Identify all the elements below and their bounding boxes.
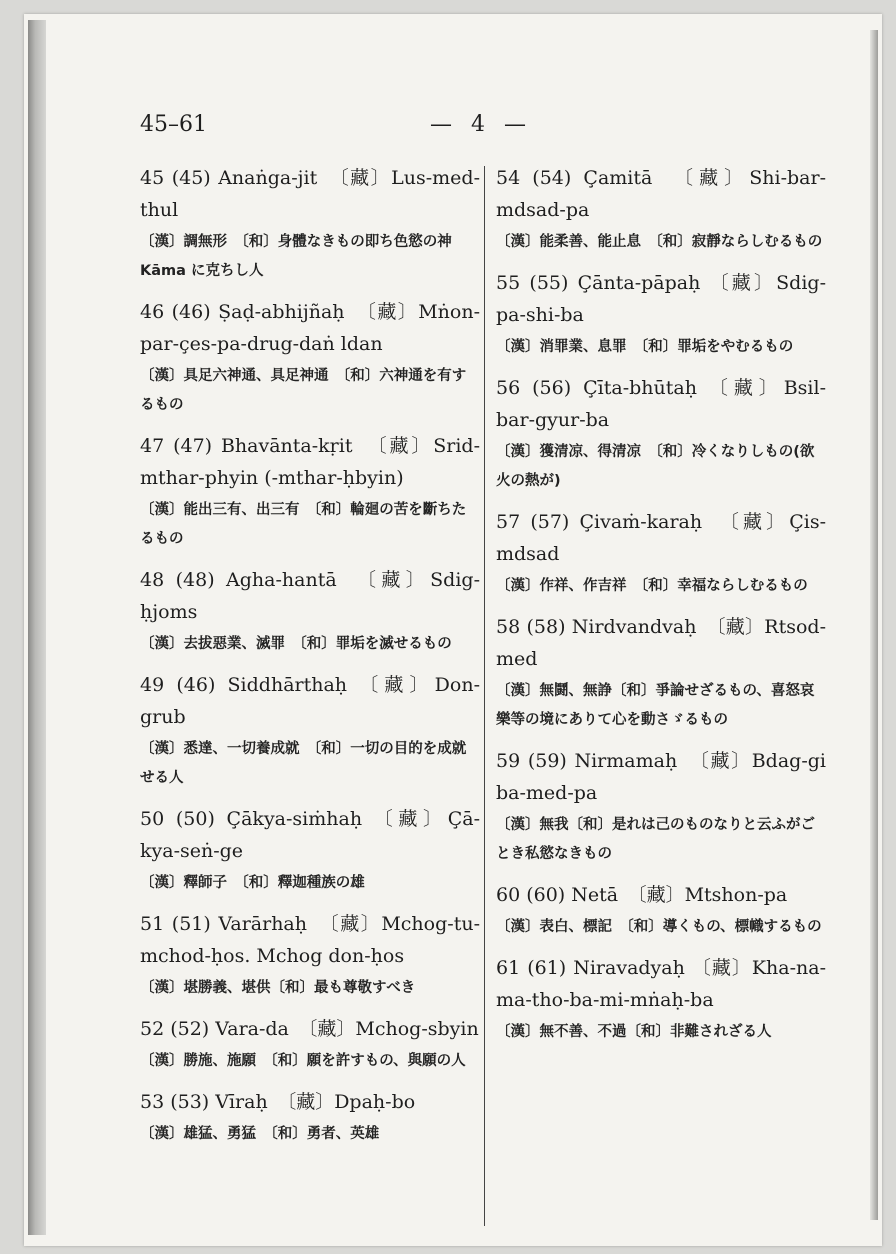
gloss: 〔漢〕調無形 〔和〕身體なきもの即ち色慾の神 Kāma に克ちし人 [140, 234, 452, 279]
gloss: 〔漢〕消罪業、息罪 〔和〕罪垢をやむるもの [496, 339, 794, 355]
entry-range: 45–61 [140, 112, 207, 137]
right-column [496, 162, 826, 1057]
entry-45 [140, 162, 480, 286]
headword: 61 (61) Niravadyaḥ 〔藏〕Kha-na-ma-tho-ba-mi-mṅaḥ-ba [496, 957, 826, 1011]
headword: 45 (45) Anaṅga-jit 〔藏〕Lus-med-thul [140, 167, 480, 221]
entry-48 [140, 564, 480, 659]
headword: 54 (54) Çamitā 〔藏〕Shi-bar-mdsad-pa [496, 167, 826, 221]
gloss: 〔漢〕獲清凉、得清凉 〔和〕冷くなりしもの(欲火の熱が) [496, 444, 815, 489]
headword: 47 (47) Bhavānta-kṛit 〔藏〕Srid-mthar-phyin (-mthar-ḥbyin) [140, 435, 480, 489]
gloss: 〔漢〕釋師子 〔和〕釋迦種族の雄 [140, 875, 365, 891]
entry-51 [140, 908, 480, 1003]
entry-55 [496, 267, 826, 362]
headword: 53 (53) Vīraḥ 〔藏〕Dpaḥ-bo [140, 1091, 416, 1113]
headword: 52 (52) Vara-da 〔藏〕Mchog-sbyin [140, 1018, 479, 1040]
gloss: 〔漢〕表白、標記 〔和〕導くもの、標幟するもの [496, 919, 822, 935]
entry-57 [496, 506, 826, 601]
headword: 57 (57) Çivaṁ-karaḥ 〔藏〕Çis-mdsad [496, 511, 826, 565]
gloss: 〔漢〕無不善、不過〔和〕非難されざる人 [496, 1024, 772, 1040]
headword: 50 (50) Çākya-siṁhaḥ 〔藏〕Çā-kya-seṅ-ge [140, 808, 480, 862]
gloss: 〔漢〕去拔惡業、滅罪 〔和〕罪垢を滅せるもの [140, 636, 452, 652]
gloss: 〔漢〕勝施、施願 〔和〕願を許すもの、與願の人 [140, 1053, 466, 1069]
headword: 48 (48) Agha-hantā 〔藏〕Sdig-ḥjoms [140, 569, 480, 623]
entry-53 [140, 1086, 480, 1149]
gloss: 〔漢〕能柔善、能止息 〔和〕寂靜ならしむるもの [496, 234, 823, 250]
gloss: 〔漢〕無鬪、無諍〔和〕爭論せざるもの、喜怒哀樂等の境にありて心を動さゞるもの [496, 683, 815, 728]
running-head [140, 112, 822, 142]
headword: 55 (55) Çānta-pāpaḥ 〔藏〕Sdig-pa-shi-ba [496, 272, 826, 326]
gloss: 〔漢〕能出三有、出三有 〔和〕輪廻の苦を斷ちたるもの [140, 502, 467, 547]
gloss: 〔漢〕悉達、一切養成就 〔和〕一切の目的を成就せる人 [140, 741, 467, 786]
binding-shadow [28, 20, 46, 1235]
entry-59 [496, 745, 826, 869]
headword: 60 (60) Netā 〔藏〕Mtshon-pa [496, 884, 788, 906]
gloss: 〔漢〕雄猛、勇猛 〔和〕勇者、英雄 [140, 1126, 380, 1142]
gloss: 〔漢〕無我〔和〕是れは己のものなりと云ふがごとき私慾なきもの [496, 817, 815, 862]
left-column [140, 162, 480, 1159]
entry-60 [496, 879, 826, 942]
entry-47 [140, 430, 480, 554]
page-number: — 4 — [430, 112, 532, 137]
gloss: 〔漢〕具足六神通、具足神通 〔和〕六神通を有するもの [140, 368, 467, 413]
headword: 51 (51) Varārhaḥ 〔藏〕Mchog-tu-mchod-ḥos. Mchog don-ḥos [140, 913, 480, 967]
entry-56 [496, 372, 826, 496]
headword: 59 (59) Nirmamaḥ 〔藏〕Bdag-gi ba-med-pa [496, 750, 826, 804]
headword: 56 (56) Çīta-bhūtaḥ 〔藏〕Bsil-bar-gyur-ba [496, 377, 826, 431]
gloss: 〔漢〕堪勝義、堪供〔和〕最も尊敬すべき [140, 980, 416, 996]
headword: 46 (46) Ṣaḍ-abhijñaḥ 〔藏〕Mṅon-par-çes-pa-drug-daṅ ldan [140, 301, 480, 355]
entry-49 [140, 669, 480, 793]
entry-50 [140, 803, 480, 898]
entry-54 [496, 162, 826, 257]
entry-58 [496, 611, 826, 735]
entry-61 [496, 952, 826, 1047]
page-edge-shadow [870, 30, 878, 1220]
entry-52 [140, 1013, 480, 1076]
column-divider [484, 166, 485, 1226]
gloss: 〔漢〕作祥、作吉祥 〔和〕幸福ならしむるもの [496, 578, 808, 594]
headword: 49 (46) Siddhārthaḥ 〔藏〕Don-grub [140, 674, 480, 728]
entry-46 [140, 296, 480, 420]
headword: 58 (58) Nirdvandvaḥ 〔藏〕Rtsod-med [496, 616, 826, 670]
